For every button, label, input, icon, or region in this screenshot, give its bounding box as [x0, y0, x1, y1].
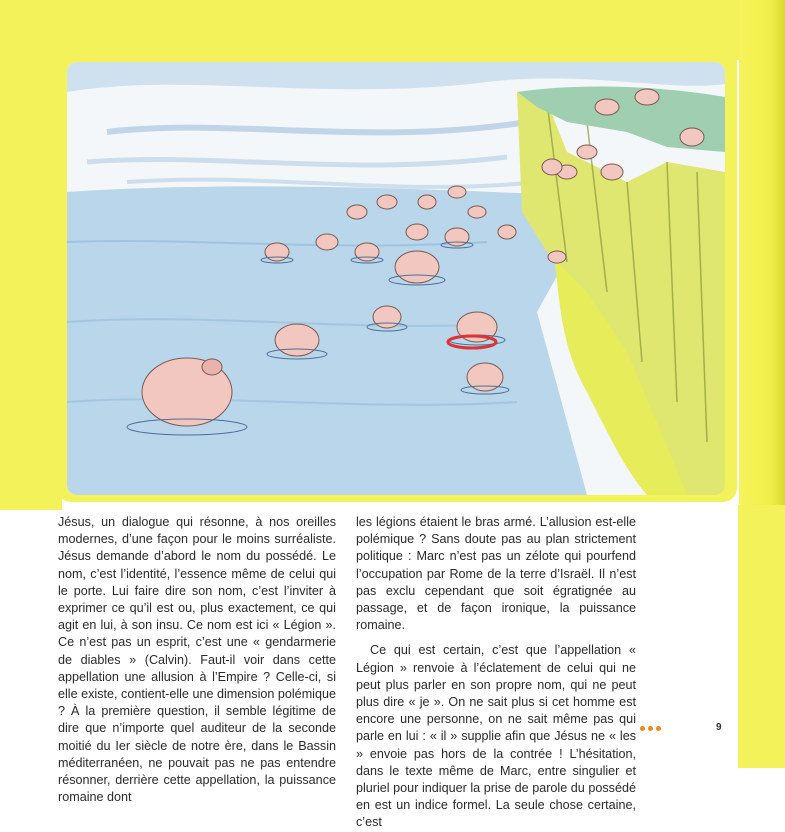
right-paragraph-1: les légions étaient le bras armé. L’allusion est-elle polémique ? Sans doute pas au plan strictement politique : Marc n’est pas un zélote qui pourfend l’occupation par Rome de la terre d’Israël. Il n’est pas exclu cependant que soit égratignée au passage, et de façon ironique, la puissance romaine. — [356, 515, 636, 633]
left-paragraph: Jésus, un dialogue qui résonne, à nos oreilles modernes, d’une façon pour le moins surréaliste. Jésus demande d’abord le nom du possédé. Le nom, c’est l’identité, l’essence même de celui qui le porte. Lui faire dire son nom, c’est l’inviter à exprimer ce qu’il est ou, plus exactement, ce qui agit en lui, à son insu. Ce nom est ici « Légion ». Ce n’est pas un esprit, c’est une « gendarmerie de diables » (Calvin). Faut-il voir dans cette appellation une allusion à l’Empire ? Celle-ci, si elle existe, contient-elle une dimension polémique ? À la première question, il semble légitime de dire que n’importe quel auditeur de la seconde moitié du Ier siècle de notre ère, dans le Bassin méditerranéen, ne pouvait pas ne pas entendre résonner, derrière cette appellation, la puissance romaine dont — [58, 515, 336, 805]
yellow-band-left — [0, 0, 62, 510]
pigs-swimming-cliff-illustration — [67, 62, 725, 495]
dot-icon — [656, 726, 661, 731]
dot-icon — [640, 726, 645, 731]
right-paragraph-2: Ce qui est certain, c’est que l’appellation « Légion » renvoie à l’éclatement de celui qui ne peut plus parler en son propre nom, qui ne peut plus dire « je ». On ne sait plus si cet homme est encore une personne, on ne sait même pas qui parle en lui : « il » supplie afin que Jésus ne « les » envoie pas hors de la contrée ! L’hésitation, dans le texte même de Marc, entre singulier et pluriel pour indiquer la prise de parole du possédé en est un indice formel. La seule chose certaine, c’est — [356, 643, 636, 830]
continuation-dots-icon — [640, 726, 661, 731]
page-number: 9 — [716, 722, 722, 733]
dot-icon — [648, 726, 653, 731]
left-text-column — [58, 514, 336, 806]
yellow-margin-right — [738, 505, 785, 768]
right-text-column — [356, 514, 636, 832]
